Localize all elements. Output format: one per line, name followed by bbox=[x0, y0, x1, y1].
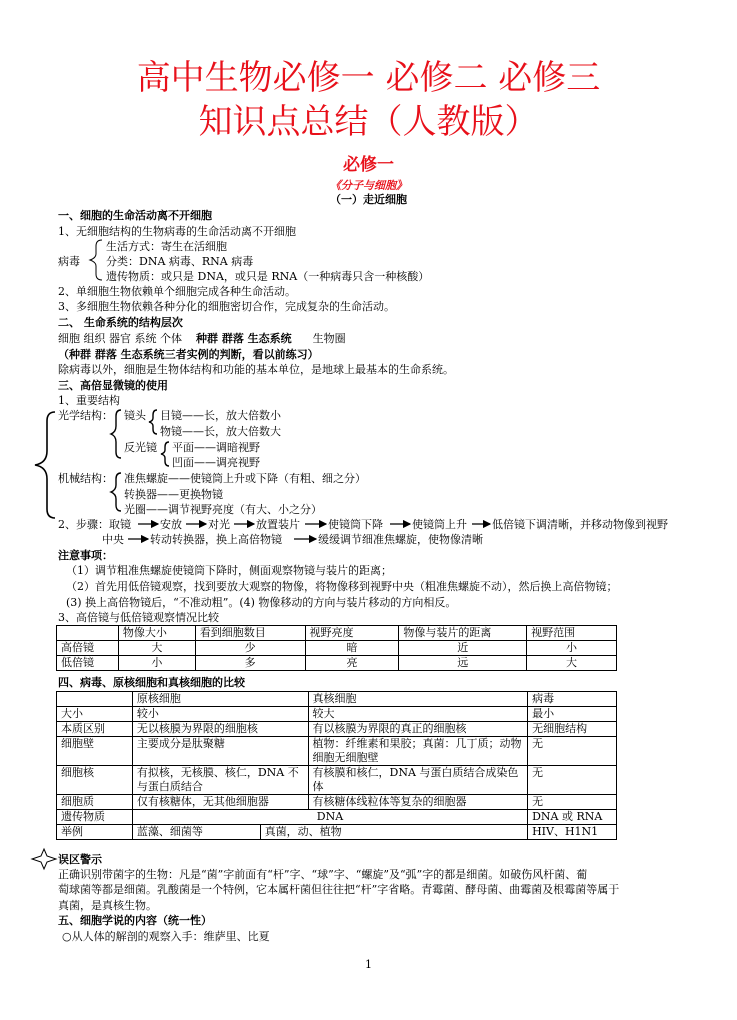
table-cell: 本质区别 bbox=[57, 722, 133, 737]
table-cell: 无 bbox=[528, 766, 617, 795]
table-cell: 少 bbox=[195, 641, 305, 656]
table-cell: 大小 bbox=[57, 707, 133, 722]
table-cell: 无以核膜为界限的细胞核 bbox=[132, 722, 308, 737]
table-cell: 举例 bbox=[57, 825, 133, 840]
table-cell: DNA 或 RNA bbox=[528, 810, 617, 825]
step-4: 放置装片 bbox=[256, 518, 300, 531]
table-cell: 物像与装片的距离 bbox=[399, 626, 527, 641]
table-cell: 原核细胞 bbox=[132, 692, 308, 707]
mirror-brace bbox=[161, 442, 169, 466]
flat-mirror-text: 平面——调暗视野 bbox=[172, 441, 260, 454]
table-cell: 有拟核，无核膜、核仁，DNA 不与蛋白质结合 bbox=[132, 766, 308, 795]
section2-p: 除病毒以外，细胞是生物体结构和功能的基本单位，是地球上最基本的生命系统。 bbox=[58, 363, 454, 376]
table-cell: 小 bbox=[118, 656, 195, 671]
table-cell: 病毒 bbox=[528, 692, 617, 707]
mirror-label: 反光镜 bbox=[124, 441, 157, 454]
levels-note: （种群 群落 生态系统三者实例的判断，看以前练习） bbox=[58, 348, 319, 361]
table-cell: 细胞核 bbox=[57, 766, 133, 795]
eyepiece-text: 目镜——长，放大倍数小 bbox=[160, 409, 281, 422]
warning-line-1: 正确识别带菌字的生物：凡是“菌”字前面有“杆”字、“球”字、“螺旋”及“弧”字的都是细菌。如破伤风杆菌、葡 bbox=[58, 868, 588, 881]
table-cell: 多 bbox=[195, 656, 305, 671]
table-cell: 暗 bbox=[305, 641, 399, 656]
table-cell: 物像大小 bbox=[118, 626, 195, 641]
book-subtitle: 《分子与细胞》 bbox=[330, 179, 407, 192]
section1-p1: 1、无细胞结构的生物病毒的生命活动离不开细胞 bbox=[58, 225, 296, 238]
table-cell: 远 bbox=[399, 656, 527, 671]
virus-item-3: 遗传物质：或只是 DNA，或只是 RNA（一种病毒只含一种核酸） bbox=[106, 270, 430, 283]
section2-heading: 二、 生命系统的结构层次 bbox=[58, 316, 183, 329]
notes-heading: 注意事项： bbox=[58, 549, 113, 562]
table-cell: 有以核膜为界限的真正的细胞核 bbox=[308, 722, 528, 737]
step-1: 2、步骤：取镜 bbox=[58, 518, 131, 531]
aperture-text: 光圈——调节视野亮度（有大、小之分） bbox=[124, 503, 322, 516]
section4-heading: 四、病毒、原核细胞和真核细胞的比较 bbox=[58, 676, 245, 689]
section5-line-1: ○从人体的解剖的观察入手：维萨里、比夏 bbox=[62, 930, 270, 943]
step-7: 低倍镜下调清晰，并移动物像到视野 bbox=[492, 518, 668, 531]
step-5: 使镜筒下降 bbox=[328, 518, 383, 531]
table-cell: 无 bbox=[528, 737, 617, 766]
levels-plain: 细胞 组织 器官 系统 个体 bbox=[58, 332, 182, 345]
table-cell: 植物：纤维素和果胶；真菌：几丁质；动物细胞无细胞壁 bbox=[308, 737, 528, 766]
microscope-brace bbox=[35, 412, 55, 518]
book-heading: 必修一 bbox=[343, 155, 394, 175]
table-cell: 无细胞结构 bbox=[528, 722, 617, 737]
step-9: 转动转换器，换上高倍物镜 bbox=[150, 533, 282, 546]
optical-label: 光学结构： bbox=[58, 409, 113, 422]
step-3: 对光 bbox=[208, 518, 230, 531]
section1-p2: 2、单细胞生物依赖单个细胞完成各种生命活动。 bbox=[58, 285, 296, 298]
mechanical-brace bbox=[111, 473, 121, 511]
step-2: 安放 bbox=[160, 518, 182, 531]
chapter-heading: （一）走近细胞 bbox=[330, 193, 407, 206]
section3-heading: 三、高倍显微镜的使用 bbox=[58, 379, 168, 392]
table-cell: 较大 bbox=[308, 707, 528, 722]
page-title-line2: 知识点总结（人教版） bbox=[198, 102, 539, 142]
table-cell: 蓝藻、细菌等 bbox=[132, 825, 260, 840]
virus-brace bbox=[90, 240, 102, 280]
table-cell: 无 bbox=[528, 795, 617, 810]
objective-text: 物镜——长，放大倍数大 bbox=[160, 425, 281, 438]
table-cell: 大 bbox=[527, 656, 617, 671]
table-cell: HIV、H1N1 bbox=[528, 825, 617, 840]
step-6: 使镜筒上升 bbox=[412, 518, 467, 531]
table-cell: 视野亮度 bbox=[305, 626, 399, 641]
table-cell: 大 bbox=[118, 641, 195, 656]
table-cell: 低倍镜 bbox=[57, 656, 119, 671]
lens-label: 镜头 bbox=[124, 409, 146, 422]
step-8: 中央 bbox=[102, 533, 124, 546]
virus-label: 病毒 bbox=[58, 255, 80, 268]
table-cell: 有核糖体线粒体等复杂的细胞器 bbox=[308, 795, 528, 810]
step-10: 缓缓调节细准焦螺旋，使物像清晰 bbox=[318, 533, 483, 546]
table-cell: 主要成分是肽聚糖 bbox=[132, 737, 308, 766]
virus-item-1: 生活方式：寄生在活细胞 bbox=[106, 240, 227, 253]
virus-item-2: 分类：DNA 病毒、RNA 病毒 bbox=[106, 255, 254, 268]
table-cell: 细胞壁 bbox=[57, 737, 133, 766]
concave-mirror-text: 凹面——调亮视野 bbox=[172, 456, 260, 469]
lens-brace bbox=[149, 410, 157, 434]
section1-heading: 一、细胞的生命活动离不开细胞 bbox=[58, 209, 212, 222]
page-number: 1 bbox=[365, 958, 372, 971]
table-cell: DNA bbox=[132, 810, 527, 825]
section5-heading: 五、细胞学说的内容（统一性） bbox=[58, 914, 212, 927]
table-cell: 视野范围 bbox=[527, 626, 617, 641]
note-1: （1）调节粗准焦螺旋使镜筒下降时，侧面观察物镜与装片的距离； bbox=[66, 564, 392, 577]
section3-p3: 3、高倍镜与低倍镜观察情况比较 bbox=[58, 611, 219, 624]
table-cell: 真核细胞 bbox=[308, 692, 528, 707]
note-3: (3) 换上高倍物镜后，“不准动粗”。(4) 物像移动的方向与装片移动的方向相反。 bbox=[66, 596, 457, 609]
section1-p3: 3、多细胞生物依赖各种分化的细胞密切合作，完成复杂的生命活动。 bbox=[58, 300, 395, 313]
table-cell: 最小 bbox=[528, 707, 617, 722]
mechanical-label: 机械结构： bbox=[58, 472, 113, 485]
optical-brace bbox=[111, 410, 121, 458]
table-cell: 遗传物质 bbox=[57, 810, 133, 825]
table-cell: 较小 bbox=[132, 707, 308, 722]
star-icon bbox=[32, 849, 56, 869]
table-cell: 有核膜和核仁，DNA 与蛋白质结合成染色体 bbox=[308, 766, 528, 795]
section3-p1: 1、重要结构 bbox=[58, 394, 120, 407]
warning-heading: 误区警示 bbox=[58, 853, 102, 866]
levels-end: 生物圈 bbox=[312, 332, 346, 345]
table-cell: 细胞质 bbox=[57, 795, 133, 810]
table-cell: 仅有核糖体，无其他细胞器 bbox=[132, 795, 308, 810]
warning-line-3: 真菌，是真核生物。 bbox=[58, 899, 157, 912]
table-cell: 高倍镜 bbox=[57, 641, 119, 656]
coarse-focus-text: 准焦螺旋——使镜筒上升或下降（有粗、细之分） bbox=[124, 472, 366, 485]
table-cell: 近 bbox=[399, 641, 527, 656]
note-2: （2）首先用低倍镜观察，找到要放大观察的物像，将物像移到视野中央（粗准焦螺旋不动），然后换上高倍物镜； bbox=[66, 580, 618, 593]
page-title-line1: 高中生物必修一 必修二 必修三 bbox=[136, 58, 601, 98]
step-arrows bbox=[128, 524, 490, 539]
levels-bold: 种群 群落 生态系统 bbox=[196, 332, 292, 345]
converter-text: 转换器——更换物镜 bbox=[124, 488, 223, 501]
warning-line-2: 萄球菌等都是细菌。乳酸菌是一个特例，它本属杆菌但往往把“杆”字省略。青霉菌、酵母菌、曲霉菌及根霉菌等属于 bbox=[58, 883, 620, 896]
table-cell: 看到细胞数目 bbox=[195, 626, 305, 641]
table-cell: 真菌，动、植物 bbox=[260, 825, 527, 840]
table-cell: 小 bbox=[527, 641, 617, 656]
table-cell: 亮 bbox=[305, 656, 399, 671]
